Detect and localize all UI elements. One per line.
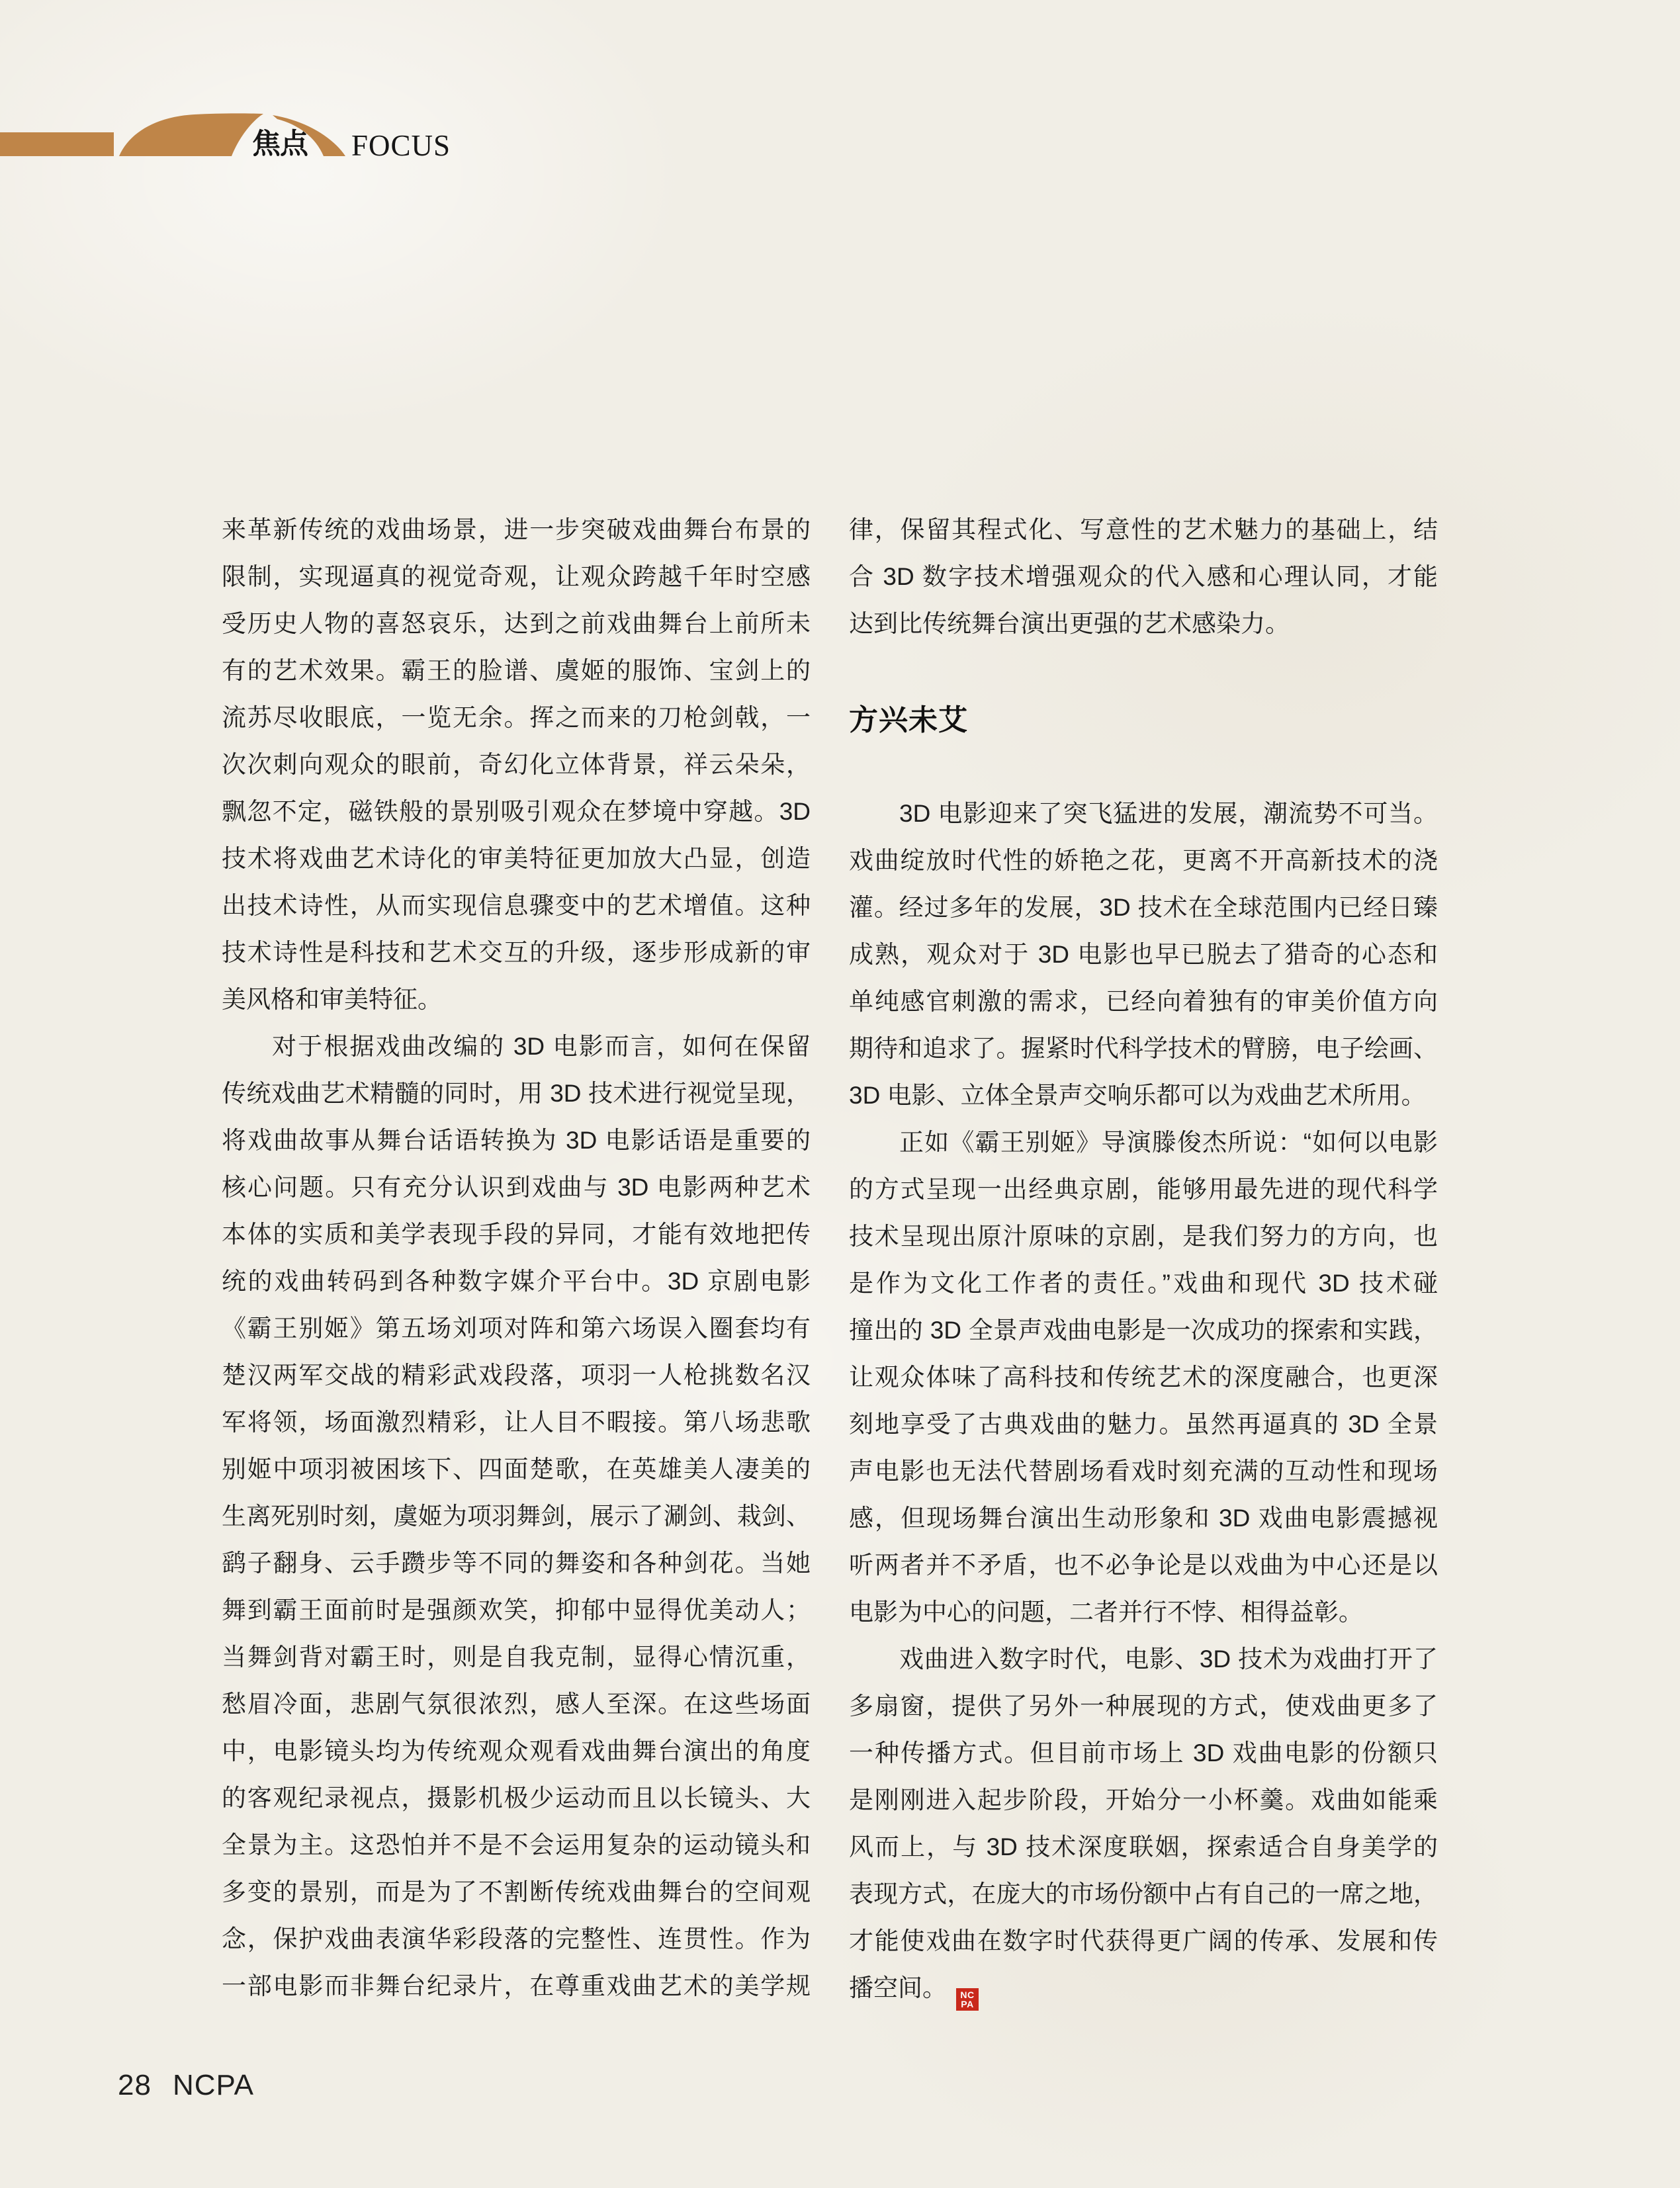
text-line: 让观众体味了高科技和传统艺术的深度融合，也更深 bbox=[849, 1364, 1438, 1391]
text-line: 楚汉两军交战的精彩武戏段落，项羽一人枪挑数名汉 bbox=[222, 1362, 811, 1389]
text-line: 核心问题。只有充分认识到戏曲与 3D 电影两种艺术 bbox=[222, 1174, 811, 1201]
text-line: 传统戏曲艺术精髓的同时，用 3D 技术进行视觉呈现， bbox=[222, 1080, 811, 1107]
footer-brand: NCPA bbox=[172, 2069, 254, 2101]
text-line: 将戏曲故事从舞台话语转换为 3D 电影话语是重要的 bbox=[222, 1127, 811, 1154]
text-line: 刻地享受了古典戏曲的魅力。虽然再逼真的 3D 全景 bbox=[849, 1411, 1438, 1438]
text-line: 当舞剑背对霸王时，则是自我克制，显得心情沉重， bbox=[222, 1643, 811, 1671]
text-line: 多变的景别，而是为了不割断传统戏曲舞台的空间观 bbox=[222, 1878, 811, 1905]
text-line: 技术将戏曲艺术诗化的审美特征更加放大凸显，创造 bbox=[222, 845, 811, 872]
header-dome-shape bbox=[119, 113, 263, 156]
article-column-right bbox=[849, 506, 1438, 2011]
footer-page-number: 28 bbox=[118, 2069, 152, 2101]
text-line: 愁眉冷面，悲剧气氛很浓烈，感人至深。在这些场面 bbox=[222, 1690, 811, 1718]
text-line: 中，电影镜头均为传统观众观看戏曲舞台演出的角度 bbox=[222, 1737, 811, 1765]
text-line: 多扇窗，提供了另外一种展现的方式，使戏曲更多了 bbox=[849, 1692, 1438, 1720]
text-line: 的客观纪录视点，摄影机极少运动而且以长镜头、大 bbox=[222, 1784, 811, 1812]
text-line: 单纯感官刺激的需求，已经向着独有的审美价值方向 bbox=[849, 988, 1438, 1015]
text-line: 限制，实现逼真的视觉奇观，让观众跨越千年时空感 bbox=[222, 563, 811, 590]
text-line: 正如《霸王别姬》导演滕俊杰所说：“如何以电影 bbox=[899, 1129, 1438, 1156]
text-line: 一部电影而非舞台纪录片，在尊重戏曲艺术的美学规 bbox=[222, 1972, 811, 1999]
text-line: 有的艺术效果。霸王的脸谱、虞姬的服饰、宝剑上的 bbox=[222, 657, 811, 684]
text-line: 流苏尽收眼底，一览无余。挥之而来的刀枪剑戟，一 bbox=[222, 704, 811, 731]
text-line: 听两者并不矛盾，也不必争论是以戏曲为中心还是以 bbox=[849, 1552, 1438, 1579]
text-line: 声电影也无法代替剧场看戏时刻充满的互动性和现场 bbox=[849, 1458, 1438, 1485]
text-line: 的方式呈现一出经典京剧，能够用最先进的现代科学 bbox=[849, 1176, 1438, 1203]
text-line: 飘忽不定，磁铁般的景别吸引观众在梦境中穿越。3D bbox=[222, 798, 811, 825]
text-line: 合 3D 数字技术增强观众的代入感和心理认同，才能 bbox=[849, 563, 1438, 590]
text-line: 美风格和审美特征。 bbox=[222, 986, 442, 1013]
text-line: 播空间。 NC PA bbox=[849, 1964, 1438, 2011]
text-line: 表现方式，在庞大的市场份额中占有自己的一席之地， bbox=[849, 1880, 1438, 1907]
text-line: 次次刺向观众的眼前，奇幻化立体背景，祥云朵朵， bbox=[222, 751, 811, 778]
text-line: 出技术诗性，从而实现信息骤变中的艺术增值。这种 bbox=[222, 892, 811, 919]
text-line: 期待和追求了。握紧时代科学技术的臂膀，电子绘画、 bbox=[849, 1035, 1438, 1062]
text-line: 鹞子翻身、云手躜步等不同的舞姿和各种剑花。当她 bbox=[222, 1550, 811, 1577]
text-line: 风而上，与 3D 技术深度联姻，探索适合自身美学的 bbox=[849, 1833, 1438, 1860]
text-line: 技术诗性是科技和艺术交互的升级，逐步形成新的审 bbox=[222, 939, 811, 966]
section-title-cn: 焦点 bbox=[252, 128, 308, 160]
text-line: 舞到霸王面前时是强颜欢笑，抑郁中显得优美动人； bbox=[222, 1597, 811, 1624]
text-line: 统的戏曲转码到各种数字媒介平台中。3D 京剧电影 bbox=[222, 1268, 811, 1295]
text-line: 是刚刚进入起步阶段，开始分一小杯羹。戏曲如能乘 bbox=[849, 1786, 1438, 1814]
section-heading: 方兴未艾 bbox=[849, 704, 968, 736]
text-line: 成熟，观众对于 3D 电影也早已脱去了猎奇的心态和 bbox=[849, 941, 1438, 968]
text-line: 生离死别时刻，虞姬为项羽舞剑，展示了涮剑、栽剑、 bbox=[222, 1503, 811, 1530]
text-line: 受历史人物的喜怒哀乐，达到之前戏曲舞台上前所未 bbox=[222, 610, 811, 637]
text-line: 别姬中项羽被困垓下、四面楚歌，在英雄美人凄美的 bbox=[222, 1456, 811, 1483]
text-line: 戏曲进入数字时代，电影、3D 技术为戏曲打开了 bbox=[899, 1645, 1438, 1673]
text-line: 撞出的 3D 全景声戏曲电影是一次成功的探索和实践， bbox=[849, 1317, 1438, 1344]
text-line: 3D 电影迎来了突飞猛进的发展，潮流势不可当。 bbox=[899, 800, 1438, 827]
text-line: 《霸王别姬》第五场刘项对阵和第六场误入圈套均有 bbox=[222, 1315, 811, 1342]
header-bar bbox=[0, 132, 114, 156]
article-column-left bbox=[222, 506, 811, 2009]
text-line: 来革新传统的戏曲场景，进一步突破戏曲舞台布景的 bbox=[222, 516, 811, 543]
text-line: 是作为文化工作者的责任。”戏曲和现代 3D 技术碰 bbox=[849, 1270, 1438, 1297]
text-line: 3D 电影、立体全景声交响乐都可以为戏曲艺术所用。 bbox=[849, 1082, 1426, 1109]
text-line: 戏曲绽放时代性的娇艳之花，更离不开高新技术的浇 bbox=[849, 847, 1438, 874]
text-line: 本体的实质和美学表现手段的异同，才能有效地把传 bbox=[222, 1221, 811, 1248]
text-line: 念，保护戏曲表演华彩段落的完整性、连贯性。作为 bbox=[222, 1925, 811, 1952]
ncpa-end-mark: NC PA bbox=[956, 1988, 979, 2011]
page-footer bbox=[118, 2071, 254, 2100]
text-line: 才能使戏曲在数字时代获得更广阔的传承、发展和传 bbox=[849, 1927, 1438, 1954]
text-line: 军将领，场面激烈精彩，让人目不暇接。第八场悲歌 bbox=[222, 1409, 811, 1436]
text-line: 一种传播方式。但目前市场上 3D 戏曲电影的份额只 bbox=[849, 1739, 1438, 1767]
text-line: 灌。经过多年的发展，3D 技术在全球范围内已经日臻 bbox=[849, 894, 1438, 921]
text-line: 技术呈现出原汁原味的京剧，是我们努力的方向，也 bbox=[849, 1223, 1438, 1250]
text-line: 电影为中心的问题，二者并行不悖、相得益彰。 bbox=[849, 1598, 1363, 1626]
section-title-en: FOCUS bbox=[351, 129, 451, 162]
text-line: 律，保留其程式化、写意性的艺术魅力的基础上，结 bbox=[849, 516, 1438, 543]
text-line: 对于根据戏曲改编的 3D 电影而言，如何在保留 bbox=[272, 1033, 811, 1060]
text-line: 达到比传统舞台演出更强的艺术感染力。 bbox=[849, 610, 1290, 637]
text-line: 感，但现场舞台演出生动形象和 3D 戏曲电影震撼视 bbox=[849, 1505, 1438, 1532]
text-line: 全景为主。这恐怕并不是不会运用复杂的运动镜头和 bbox=[222, 1831, 811, 1859]
